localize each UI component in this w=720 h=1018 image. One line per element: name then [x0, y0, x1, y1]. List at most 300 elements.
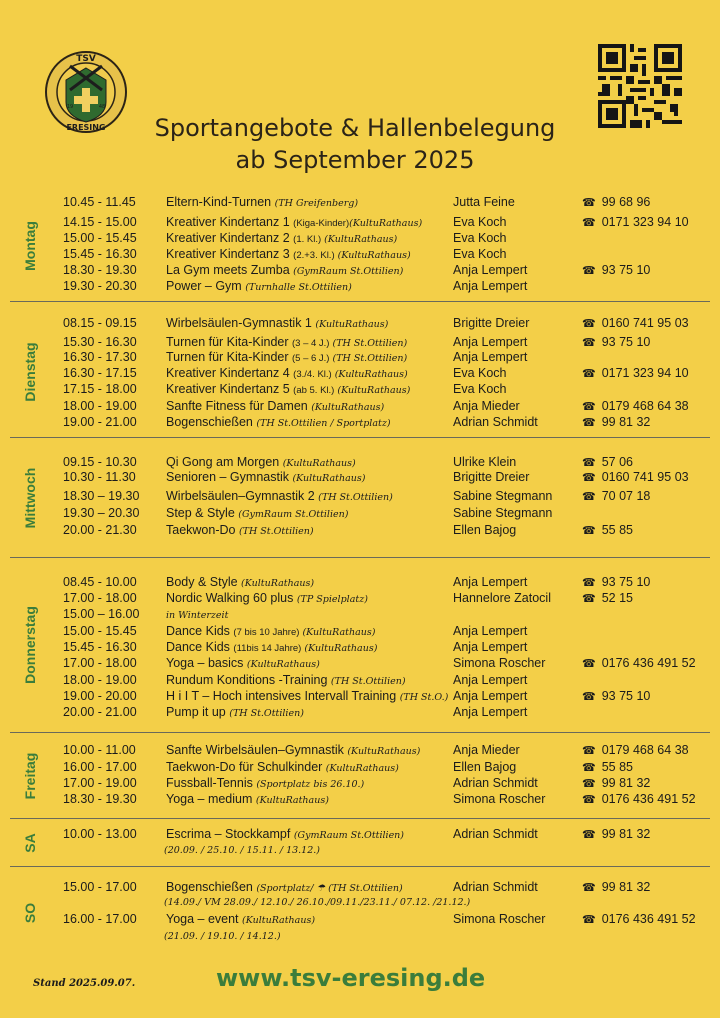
schedule-row — [0, 705, 720, 721]
row-activity-cell — [166, 382, 410, 396]
row-activity: Yoga – basics — [166, 656, 247, 670]
phone-icon: ☎ — [582, 417, 596, 429]
row-activity-cell — [166, 415, 391, 429]
row-time: 09.15 - 10.30 — [63, 455, 137, 469]
row-activity: Bogenschießen — [166, 415, 257, 429]
row-phone-number: 99 81 32 — [601, 827, 651, 841]
day-separator — [10, 818, 710, 819]
row-activity-cell — [166, 489, 393, 503]
row-phone-number: 99 81 32 — [601, 776, 651, 790]
row-location: (GymRaum St.Ottilien) — [293, 266, 404, 277]
row-location: (Turnhalle St.Ottilien) — [245, 282, 352, 293]
row-activity-cell — [166, 366, 408, 380]
row-activity: Kreativer Kindertanz 1 — [166, 215, 294, 229]
row-location: (TH St.Ottilien) — [238, 526, 314, 537]
row-activity: Dance Kids — [166, 640, 234, 654]
row-activity-cell — [166, 279, 352, 293]
day-separator — [10, 866, 710, 867]
row-location: (GymRaum St.Ottilien) — [238, 509, 349, 520]
row-time: 08.15 - 09.15 — [63, 316, 137, 330]
row-activity: Kreativer Kindertanz 2 — [166, 231, 294, 245]
phone-icon: ☎ — [582, 265, 596, 277]
row-coach: Anja Lempert — [453, 263, 528, 277]
row-location: (KultuRathaus) — [347, 746, 421, 757]
row-phone[interactable] — [582, 399, 689, 413]
row-activity: Kreativer Kindertanz 3 — [166, 247, 294, 261]
row-time: 15.30 - 16.30 — [63, 335, 137, 349]
row-location: (KultuRathaus) — [299, 627, 376, 638]
row-time: 18.00 - 19.00 — [63, 399, 137, 413]
row-activity-cell — [166, 231, 397, 245]
row-activity: Senioren – Gymnastik — [166, 470, 293, 484]
row-location: (TH St.Ottilien) — [229, 708, 304, 719]
row-location: (KultuRathaus) — [334, 385, 411, 396]
row-phone-number: 93 75 10 — [601, 575, 651, 589]
day-label-donnerstag: Donnerstag — [22, 606, 38, 684]
row-time: 19.30 - 20.30 — [63, 279, 137, 293]
row-phone[interactable] — [582, 880, 650, 894]
row-time: 16.30 - 17.30 — [63, 350, 137, 364]
phone-icon: ☎ — [582, 577, 596, 589]
day-separator — [10, 732, 710, 733]
row-group-info: (11bis 14 Jahre) — [233, 643, 302, 654]
schedule-row — [0, 827, 720, 843]
row-location: (KultuRathaus) — [349, 218, 423, 229]
row-time: 15.45 - 16.30 — [63, 640, 137, 654]
row-time: 08.45 - 10.00 — [63, 575, 137, 589]
phone-icon: ☎ — [582, 829, 596, 841]
row-location: (KultuRathaus) — [331, 369, 408, 380]
row-activity-cell — [166, 880, 403, 894]
schedule-row — [0, 231, 720, 247]
day-label-dienstag: Dienstag — [22, 341, 38, 402]
row-phone[interactable] — [582, 689, 650, 703]
row-phone-number: 52 15 — [601, 591, 633, 605]
row-group-info: (3./4. Kl.) — [293, 369, 332, 380]
phone-icon: ☎ — [582, 525, 596, 537]
row-activity-cell — [166, 263, 403, 277]
row-time: 18.30 – 19.30 — [63, 489, 140, 503]
row-time: 10.45 - 11.45 — [63, 195, 136, 209]
row-coach: Ulrike Klein — [453, 455, 517, 469]
schedule-row — [0, 743, 720, 759]
row-phone-number: 0160 741 95 03 — [601, 316, 689, 330]
row-activity: Fussball-Tennis — [166, 776, 257, 790]
row-time: 15.45 - 16.30 — [63, 247, 137, 261]
day-separator — [10, 557, 710, 558]
row-time: 18.30 - 19.30 — [63, 263, 137, 277]
row-phone-number: 0179 468 64 38 — [601, 399, 689, 413]
row-coach: Brigitte Dreier — [453, 470, 530, 484]
row-group-info: (Kiga-Kinder) — [293, 218, 350, 229]
row-activity-cell — [166, 792, 329, 806]
row-activity-cell — [166, 399, 384, 413]
day-separator — [10, 437, 710, 438]
row-phone[interactable] — [582, 827, 650, 841]
day-label-montag: Montag — [22, 221, 38, 271]
row-group-info: (5 – 6 J.) — [291, 353, 330, 364]
row-phone[interactable] — [582, 792, 696, 806]
phone-icon: ☎ — [582, 745, 596, 757]
phone-icon: ☎ — [582, 794, 596, 806]
row-location: (TH St.Ottilien / Sportplatz) — [256, 418, 391, 429]
row-phone[interactable] — [582, 575, 650, 589]
row-activity: La Gym meets Zumba — [166, 263, 294, 277]
schedule-row — [0, 792, 720, 808]
phone-icon: ☎ — [582, 457, 596, 469]
row-time: 15.00 – 16.00 — [63, 607, 140, 621]
schedule-row — [0, 912, 720, 928]
page-title: Sportangebote & Hallenbelegung — [154, 114, 556, 142]
row-activity: Sanfte Fitness für Damen — [166, 399, 312, 413]
schedule-row — [0, 366, 720, 382]
row-activity: Wirbelsäulen-Gymnastik 1 — [166, 316, 316, 330]
schedule-row — [0, 523, 720, 539]
row-coach: Simona Roscher — [453, 656, 546, 670]
row-activity-cell — [166, 912, 315, 926]
row-coach: Anja Lempert — [453, 575, 528, 589]
row-time: 16.00 - 17.00 — [63, 760, 137, 774]
phone-icon: ☎ — [582, 217, 596, 229]
row-activity: Taekwon-Do für Schulkinder — [166, 760, 326, 774]
schedule-row — [0, 350, 720, 366]
logo-year-right: 48 — [98, 104, 106, 110]
row-phone-number: 93 75 10 — [601, 335, 651, 349]
row-location: (Sportplatz/ ☂ (TH St.Ottilien) — [256, 883, 403, 894]
row-phone[interactable] — [582, 470, 689, 484]
row-activity-cell — [166, 624, 375, 638]
schedule-row — [0, 195, 720, 211]
row-phone[interactable] — [582, 743, 689, 757]
row-group-info: (ab 5. Kl.) — [293, 385, 335, 396]
row-activity: Kreativer Kindertanz 4 — [166, 366, 294, 380]
row-activity: Escrima – Stockkampf — [166, 827, 294, 841]
row-coach: Ellen Bajog — [453, 760, 517, 774]
logo-year-left: 19 — [66, 104, 74, 110]
row-activity-cell — [166, 455, 356, 469]
schedule-row — [0, 263, 720, 279]
row-activity: Step & Style — [166, 506, 239, 520]
row-time: 18.00 - 19.00 — [63, 673, 137, 687]
row-time: 10.30 - 11.30 — [63, 470, 136, 484]
row-location: (KultuRathaus) — [241, 578, 315, 589]
logo-top-text: TSV — [76, 54, 96, 64]
phone-icon: ☎ — [582, 197, 596, 209]
row-time: 17.00 - 19.00 — [63, 776, 137, 790]
row-activity: Sanfte Wirbelsäulen–Gymnastik — [166, 743, 348, 757]
schedule-row — [0, 215, 720, 231]
row-phone-number: 55 85 — [601, 760, 633, 774]
row-phone-number: 0160 741 95 03 — [601, 470, 689, 484]
row-location: (KultuRathaus) — [282, 458, 356, 469]
row-phone[interactable] — [582, 335, 650, 349]
row-coach: Anja Mieder — [453, 743, 520, 757]
row-activity-cell — [166, 760, 399, 774]
row-activity: H i I T – Hoch intensives Intervall Training — [166, 689, 400, 703]
row-phone[interactable] — [582, 366, 689, 380]
schedule-row — [0, 335, 720, 351]
row-coach: Sabine Stegmann — [453, 506, 553, 520]
row-location: (KultuRathaus) — [334, 250, 411, 261]
row-location: (GymRaum St.Ottilien) — [293, 830, 405, 841]
row-phone[interactable] — [582, 656, 696, 670]
row-time: 15.00 - 17.00 — [63, 880, 137, 894]
row-group-info: (2.+3. Kl.) — [293, 250, 335, 261]
row-activity: Yoga – event — [166, 912, 242, 926]
row-activity: Wirbelsäulen–Gymnastik 2 — [166, 489, 319, 503]
phone-icon: ☎ — [582, 882, 596, 894]
row-location: (KultuRathaus) — [321, 234, 398, 245]
phone-icon: ☎ — [582, 491, 596, 503]
schedule-row — [0, 382, 720, 398]
day-label-freitag: Freitag — [22, 752, 38, 800]
day-label-sa: SA — [22, 832, 38, 853]
logo-bottom-text: ERESING — [66, 123, 106, 132]
row-activity: Dance Kids — [166, 624, 234, 638]
row-activity-cell — [166, 523, 314, 537]
row-time: 18.30 - 19.30 — [63, 792, 137, 806]
schedule-row — [0, 689, 720, 705]
row-coach: Simona Roscher — [453, 792, 546, 806]
row-phone-number: 0176 436 491 52 — [601, 656, 696, 670]
row-phone-number: 0179 468 64 38 — [601, 743, 689, 757]
row-location: in Winterzeit — [166, 610, 229, 621]
row-phone[interactable] — [582, 316, 689, 330]
row-phone[interactable] — [582, 415, 650, 429]
row-location: (KultuRathaus) — [315, 319, 389, 330]
so-dates-note-2: (21.09. / 19.10. / 14.12.) — [164, 931, 281, 942]
row-location: (KultuRathaus) — [325, 763, 399, 774]
row-activity-cell — [166, 195, 358, 209]
row-location: (TH St.O.) — [399, 692, 449, 703]
row-activity: Turnen für Kita-Kinder — [166, 350, 292, 364]
day-separator — [10, 301, 710, 302]
row-phone-number: 70 07 18 — [601, 489, 651, 503]
row-phone[interactable] — [582, 215, 689, 229]
row-coach: Adrian Schmidt — [453, 415, 538, 429]
schedule-row — [0, 399, 720, 415]
row-location: (KultuRathaus) — [242, 915, 316, 926]
row-activity-cell — [166, 640, 377, 654]
schedule-row — [0, 624, 720, 640]
row-phone-number: 93 75 10 — [601, 689, 651, 703]
row-time: 19.00 - 21.00 — [63, 415, 137, 429]
row-location: (KultuRathaus) — [292, 473, 366, 484]
row-phone[interactable] — [582, 489, 650, 503]
row-group-info: (1. Kl.) — [293, 234, 322, 245]
row-location: (KultuRathaus) — [311, 402, 385, 413]
phone-icon: ☎ — [582, 401, 596, 413]
row-location: (KultuRathaus) — [255, 795, 329, 806]
phone-icon: ☎ — [582, 593, 596, 605]
row-phone-number: 0171 323 94 10 — [601, 215, 689, 229]
row-activity: Qi Gong am Morgen — [166, 455, 283, 469]
row-activity-cell — [166, 350, 407, 364]
row-activity: Kreativer Kindertanz 5 — [166, 382, 294, 396]
row-activity: Nordic Walking 60 plus — [166, 591, 297, 605]
row-activity-cell — [166, 591, 368, 605]
row-phone-number: 99 81 32 — [601, 415, 651, 429]
row-phone-number: 57 06 — [601, 455, 633, 469]
row-phone[interactable] — [582, 760, 633, 774]
row-activity: Pump it up — [166, 705, 230, 719]
row-location: (Sportplatz bis 26.10.) — [256, 779, 365, 790]
row-coach: Anja Lempert — [453, 279, 528, 293]
schedule-row — [0, 607, 720, 623]
row-phone[interactable] — [582, 776, 650, 790]
row-coach: Adrian Schmidt — [453, 827, 538, 841]
row-activity-cell — [166, 743, 420, 757]
row-phone-number: 99 81 32 — [601, 880, 651, 894]
schedule-row — [0, 470, 720, 486]
schedule-row — [0, 455, 720, 471]
row-coach: Anja Lempert — [453, 335, 528, 349]
row-location: (TH St.Ottilien) — [329, 353, 408, 364]
so-dates-note-1: (14.09./ VM 28.09./ 12.10./ 26.10./09.11./23.11./ 07.12. /21.12.) — [164, 897, 471, 908]
row-time: 16.30 - 17.15 — [63, 366, 137, 380]
row-activity-cell — [166, 776, 364, 790]
row-activity-cell — [166, 673, 406, 687]
row-activity: Rundum Konditions -Training — [166, 673, 331, 687]
row-coach: Anja Lempert — [453, 624, 528, 638]
row-time: 10.00 - 13.00 — [63, 827, 137, 841]
phone-icon: ☎ — [582, 762, 596, 774]
schedule-row — [0, 247, 720, 263]
schedule-row — [0, 415, 720, 431]
row-phone[interactable] — [582, 912, 696, 926]
row-coach: Hannelore Zatocil — [453, 591, 551, 605]
row-activity: Taekwon-Do — [166, 523, 239, 537]
row-time: 20.00 - 21.30 — [63, 523, 137, 537]
row-activity: Bogenschießen — [166, 880, 257, 894]
row-time: 20.00 - 21.00 — [63, 705, 137, 719]
row-phone[interactable] — [582, 591, 633, 605]
row-group-info: (7 bis 10 Jahre) — [233, 627, 300, 638]
row-time: 17.00 - 18.00 — [63, 591, 137, 605]
row-activity-cell — [166, 215, 422, 229]
row-phone[interactable] — [582, 455, 633, 469]
website-link[interactable]: www.tsv-eresing.de — [216, 964, 486, 992]
row-coach: Anja Lempert — [453, 350, 528, 364]
row-location: (KultuRathaus) — [246, 659, 320, 670]
schedule-row — [0, 640, 720, 656]
schedule-row — [0, 760, 720, 776]
row-coach: Jutta Feine — [453, 195, 515, 209]
phone-icon: ☎ — [582, 914, 596, 926]
row-activity: Power – Gym — [166, 279, 246, 293]
row-coach: Anja Lempert — [453, 640, 528, 654]
row-activity: Turnen für Kita-Kinder — [166, 335, 292, 349]
row-location: (TH St.Ottilien) — [330, 676, 406, 687]
phone-icon: ☎ — [582, 368, 596, 380]
row-activity: Eltern-Kind-Turnen — [166, 195, 275, 209]
row-activity-cell — [166, 607, 228, 621]
row-coach: Eva Koch — [453, 215, 507, 229]
row-coach: Anja Lempert — [453, 689, 528, 703]
row-activity-cell — [166, 316, 388, 330]
schedule-row — [0, 880, 720, 896]
row-activity-cell — [166, 656, 320, 670]
row-time: 19.00 - 20.00 — [63, 689, 137, 703]
row-coach: Eva Koch — [453, 231, 507, 245]
schedule-row — [0, 673, 720, 689]
day-label-mittwoch: Mittwoch — [22, 467, 38, 528]
row-activity: Yoga – medium — [166, 792, 256, 806]
row-coach: Anja Lempert — [453, 705, 528, 719]
row-coach: Adrian Schmidt — [453, 776, 538, 790]
phone-icon: ☎ — [582, 658, 596, 670]
schedule-row — [0, 575, 720, 591]
row-location: (TP Spielplatz) — [296, 594, 368, 605]
schedule-row — [0, 656, 720, 672]
row-location: (TH St.Ottilien) — [329, 338, 408, 349]
row-time: 14.15 - 15.00 — [63, 215, 137, 229]
schedule-row — [0, 279, 720, 295]
row-phone-number: 55 85 — [601, 523, 633, 537]
row-time: 17.15 - 18.00 — [63, 382, 137, 396]
schedule-row — [0, 506, 720, 522]
row-activity-cell — [166, 470, 365, 484]
row-phone-number: 93 75 10 — [601, 263, 651, 277]
row-phone-number: 0176 436 491 52 — [601, 792, 696, 806]
row-coach: Brigitte Dreier — [453, 316, 530, 330]
row-activity-cell — [166, 575, 314, 589]
row-location: (TH St.Ottilien) — [318, 492, 393, 503]
phone-icon: ☎ — [582, 778, 596, 790]
row-coach: Eva Koch — [453, 382, 507, 396]
row-time: 17.00 - 18.00 — [63, 656, 137, 670]
row-coach: Adrian Schmidt — [453, 880, 538, 894]
schedule-row — [0, 489, 720, 505]
row-activity-cell — [166, 689, 448, 703]
row-activity-cell — [166, 335, 407, 349]
row-coach: Anja Mieder — [453, 399, 520, 413]
schedule-row — [0, 591, 720, 607]
row-phone-number: 0176 436 491 52 — [601, 912, 696, 926]
row-phone[interactable] — [582, 523, 633, 537]
row-coach: Sabine Stegmann — [453, 489, 553, 503]
row-phone-number: 99 68 96 — [601, 195, 651, 209]
row-location: (TH Greifenberg) — [274, 198, 359, 209]
phone-icon: ☎ — [582, 691, 596, 703]
page-subtitle: ab September 2025 — [235, 146, 475, 174]
row-time: 19.30 – 20.30 — [63, 506, 140, 520]
row-time: 15.00 - 15.45 — [63, 231, 137, 245]
phone-icon: ☎ — [582, 318, 596, 330]
row-coach: Eva Koch — [453, 247, 507, 261]
row-coach: Anja Lempert — [453, 673, 528, 687]
row-activity-cell — [166, 247, 411, 261]
row-activity-cell — [166, 705, 304, 719]
row-phone[interactable] — [582, 263, 650, 277]
row-activity: Body & Style — [166, 575, 242, 589]
row-phone[interactable] — [582, 195, 650, 209]
row-time: 10.00 - 11.00 — [63, 743, 136, 757]
row-coach: Eva Koch — [453, 366, 507, 380]
row-activity-cell — [166, 506, 348, 520]
phone-icon: ☎ — [582, 337, 596, 349]
stand-date: Stand 2025.09.07. — [33, 978, 136, 989]
row-coach: Simona Roscher — [453, 912, 546, 926]
schedule-row — [0, 316, 720, 332]
row-location: (KultuRathaus) — [301, 643, 378, 654]
row-coach: Ellen Bajog — [453, 523, 517, 537]
phone-icon: ☎ — [582, 472, 596, 484]
schedule-row — [0, 776, 720, 792]
row-time: 15.00 - 15.45 — [63, 624, 137, 638]
row-phone-number: 0171 323 94 10 — [601, 366, 689, 380]
row-activity-cell — [166, 827, 404, 841]
